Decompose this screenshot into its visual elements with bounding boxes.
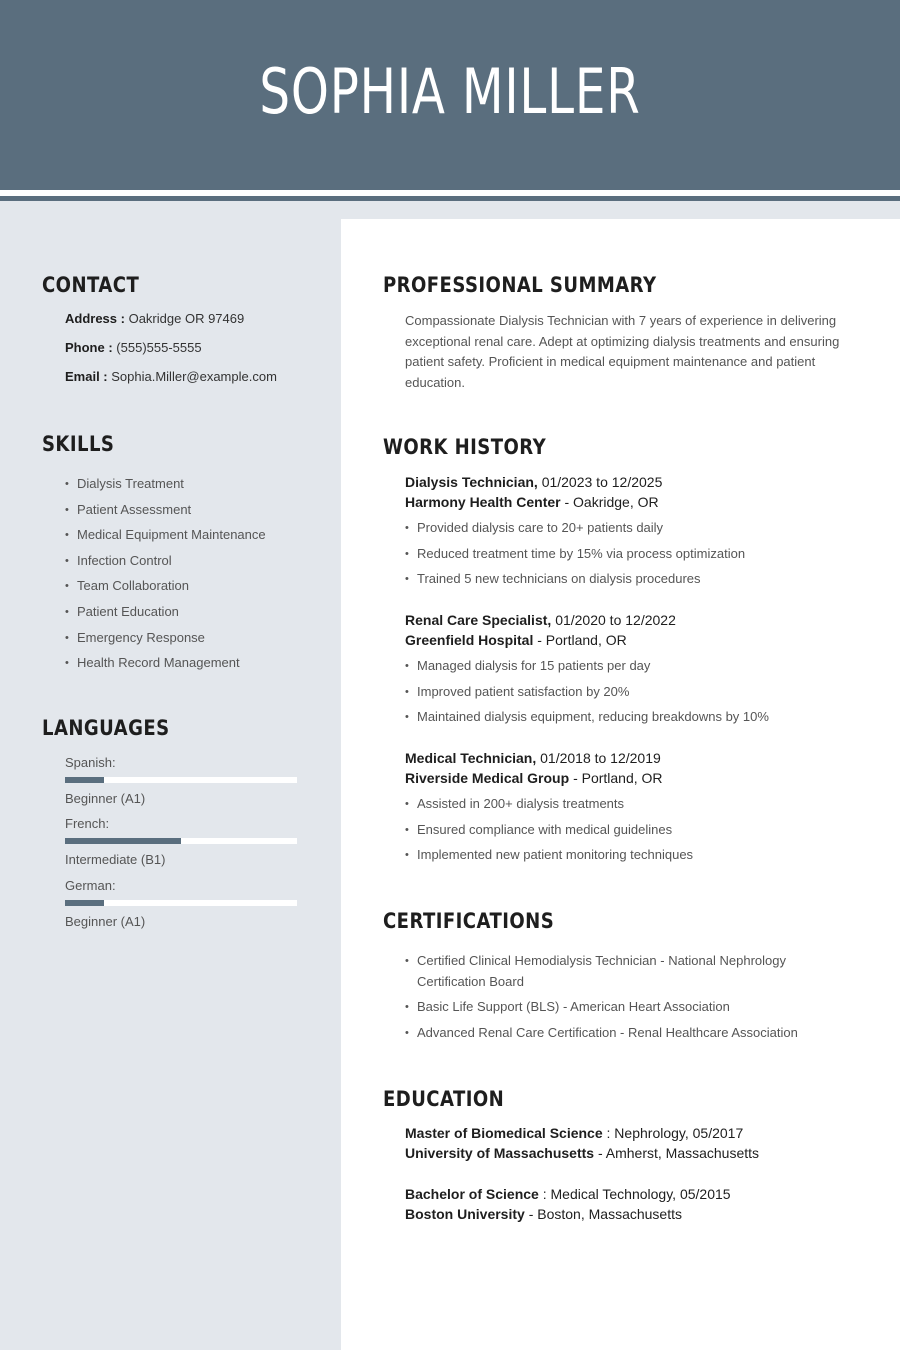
skill-item: • Infection Control (65, 552, 266, 578)
school-line (405, 1143, 759, 1163)
degree-field: : Medical Technology, 05/2015 (542, 1186, 731, 1202)
resume-header (0, 0, 900, 190)
job-bullet: • Trained 5 new technicians on dialysis procedures (405, 570, 745, 596)
language-spanish (65, 754, 297, 808)
job-bullet: • Reduced treatment time by 15% via process optimization (405, 545, 745, 571)
certifications-list (405, 951, 825, 1048)
address-value: Oakridge OR 97469 (128, 311, 245, 326)
job-location: - Portland, OR (537, 632, 627, 648)
school-name: University of Massachusetts (405, 1145, 595, 1161)
job-bullet: • Improved patient satisfaction by 20% (405, 683, 769, 709)
language-proficiency-fill (65, 900, 104, 906)
school-name: Boston University (405, 1206, 525, 1222)
phone-value: (555)555-5555 (116, 340, 202, 355)
job-employer-line (405, 768, 663, 788)
job-bullet: • Provided dialysis care to 20+ patients daily (405, 519, 745, 545)
skill-item: • Patient Education (65, 603, 266, 629)
job-bullets (405, 657, 769, 734)
job-title: Renal Care Specialist, (405, 612, 552, 628)
skills-list (65, 475, 266, 680)
job-company: Greenfield Hospital (405, 632, 534, 648)
job-bullets (405, 795, 693, 872)
job-dates: 01/2023 to 12/2025 (541, 474, 663, 490)
job-title: Dialysis Technician, (405, 474, 538, 490)
job-title-line (405, 748, 661, 768)
skill-item: • Emergency Response (65, 629, 266, 655)
job-title-line (405, 610, 676, 630)
job-company: Harmony Health Center (405, 494, 561, 510)
certification-item: • Advanced Renal Care Certification - Renal Healthcare Association (405, 1023, 825, 1044)
address-label: Address : (65, 311, 125, 326)
contact-address (65, 311, 244, 326)
language-name: German: (65, 878, 116, 893)
job-dates: 01/2020 to 12/2022 (555, 612, 676, 628)
education-heading: EDUCATION (383, 1087, 505, 1111)
certification-item: • Basic Life Support (BLS) - American Heart Association (405, 997, 825, 1018)
skill-item: • Team Collaboration (65, 577, 266, 603)
phone-label: Phone : (65, 340, 113, 355)
language-proficiency-fill (65, 777, 104, 783)
job-location: - Portland, OR (573, 770, 663, 786)
job-bullet: • Maintained dialysis equipment, reducing breakdowns by 10% (405, 708, 769, 734)
language-name: Spanish: (65, 755, 116, 770)
certifications-heading: CERTIFICATIONS (383, 909, 555, 933)
degree-field: : Nephrology, 05/2017 (606, 1125, 744, 1141)
language-level: Beginner (A1) (65, 914, 146, 929)
certification-item: • Certified Clinical Hemodialysis Technician - National Nephrology Certification Board (405, 951, 825, 992)
school-location: - Amherst, Massachusetts (597, 1145, 760, 1161)
degree-name: Bachelor of Science (405, 1186, 539, 1202)
skill-item: • Dialysis Treatment (65, 475, 266, 501)
language-french (65, 815, 297, 869)
candidate-name: SOPHIA MILLER (259, 55, 641, 128)
summary-text: Compassionate Dialysis Technician with 7 years of experience in delivering exceptional renal care. Adept at optimizing dialysis treatments and ensuring patient safety. Proficient in medical equipment maintenance and patient education. (405, 313, 840, 390)
skill-item: • Health Record Management (65, 654, 266, 680)
email-value: Sophia.Miller@example.com (111, 369, 277, 384)
email-label: Email : (65, 369, 108, 384)
language-level: Intermediate (B1) (65, 852, 166, 867)
degree-name: Master of Biomedical Science (405, 1125, 603, 1141)
skill-item: • Medical Equipment Maintenance (65, 526, 266, 552)
contact-phone (65, 340, 202, 355)
language-level: Beginner (A1) (65, 791, 146, 806)
job-bullets (405, 519, 745, 596)
language-proficiency-bar (65, 777, 297, 783)
degree-line (405, 1184, 731, 1204)
language-proficiency-fill (65, 838, 181, 844)
contact-email (65, 369, 277, 384)
job-employer-line (405, 630, 627, 650)
job-title: Medical Technician, (405, 750, 537, 766)
school-location: - Boston, Massachusetts (528, 1206, 682, 1222)
school-line (405, 1204, 682, 1224)
job-location: - Oakridge, OR (564, 494, 659, 510)
job-bullet: • Assisted in 200+ dialysis treatments (405, 795, 693, 821)
job-dates: 01/2018 to 12/2019 (540, 750, 661, 766)
job-company: Riverside Medical Group (405, 770, 570, 786)
languages-heading: LANGUAGES (42, 716, 170, 740)
job-bullet: • Implemented new patient monitoring techniques (405, 846, 693, 872)
language-german (65, 877, 297, 931)
job-bullet: • Ensured compliance with medical guidelines (405, 821, 693, 847)
work-history-heading: WORK HISTORY (383, 435, 547, 459)
language-proficiency-bar (65, 900, 297, 906)
skills-heading: SKILLS (42, 432, 115, 456)
job-employer-line (405, 492, 659, 512)
summary-heading: PROFESSIONAL SUMMARY (383, 273, 657, 297)
contact-heading: CONTACT (42, 273, 140, 297)
degree-line (405, 1123, 743, 1143)
language-name: French: (65, 816, 110, 831)
skill-item: • Patient Assessment (65, 501, 266, 527)
job-title-line (405, 472, 662, 492)
language-proficiency-bar (65, 838, 297, 844)
job-bullet: • Managed dialysis for 15 patients per day (405, 657, 769, 683)
